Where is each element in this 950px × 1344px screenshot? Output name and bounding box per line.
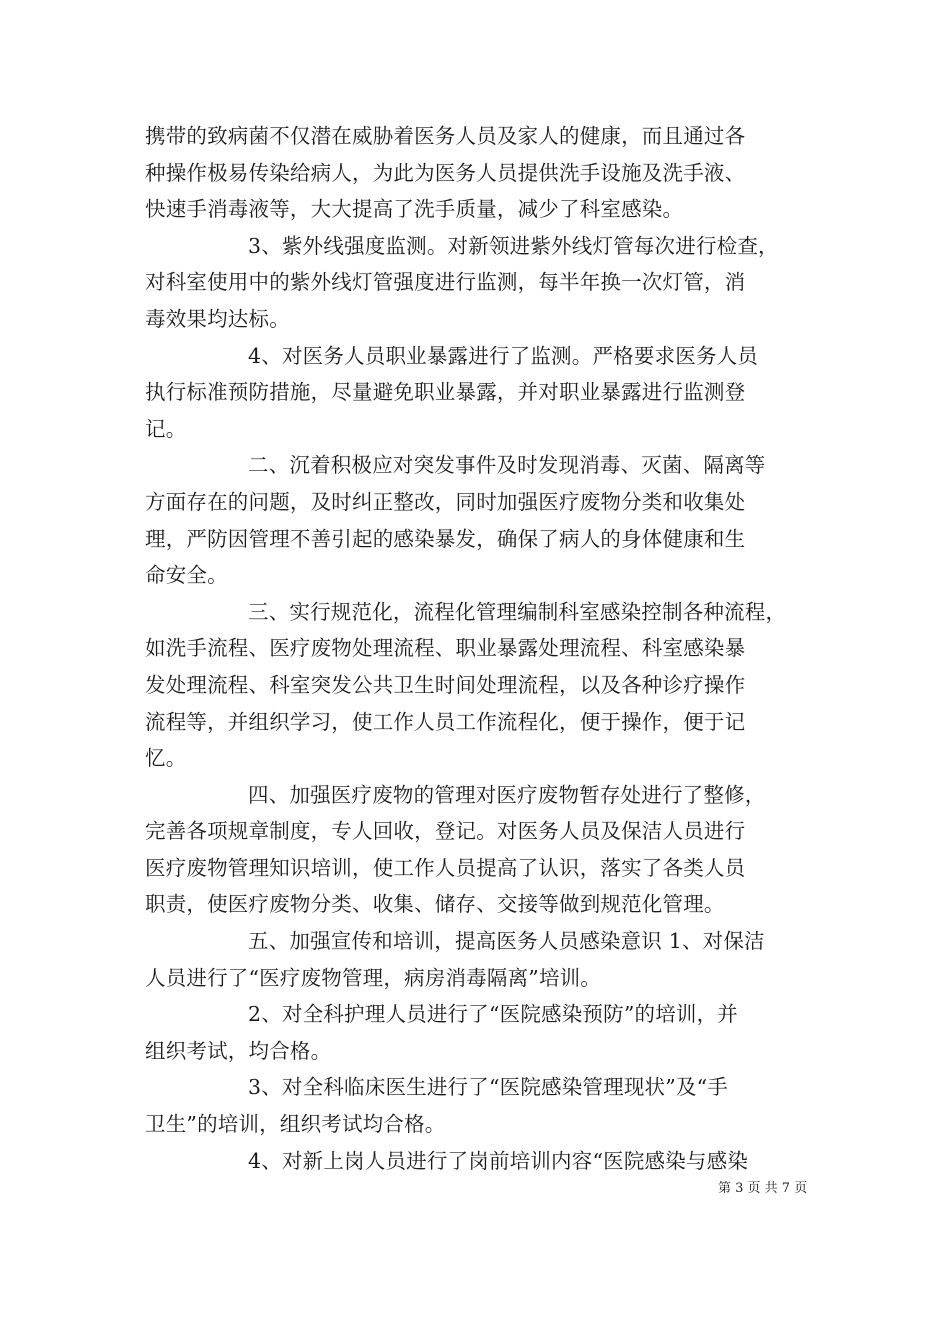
text-line: 理，严防因管理不善引起的感染暴发，确保了病人的身体健康和生 bbox=[145, 526, 746, 551]
paragraph-start-line: 二、沉着积极应对突发事件及时发现消毒、灭菌、隔离等 bbox=[248, 453, 766, 478]
text-line: 记。 bbox=[145, 416, 187, 441]
text-line: 发处理流程、科室突发公共卫生时间处理流程，以及各种诊疗操作 bbox=[145, 672, 746, 697]
text-line: 卫生”的培训，组织考试均合格。 bbox=[145, 1112, 446, 1137]
text-line: 种操作极易传染给病人，为此为医务人员提供洗手设施及洗手液、 bbox=[145, 160, 746, 185]
text-line: 流程等，并组织学习，使工作人员工作流程化，便于操作，便于记 bbox=[145, 709, 746, 734]
text-line: 职责，使医疗废物分类、收集、储存、交接等做到规范化管理。 bbox=[145, 892, 725, 917]
text-line: 方面存在的问题，及时纠正整改，同时加强医疗废物分类和收集处 bbox=[145, 489, 746, 514]
paragraph-start-line: 3、对全科临床医生进行了“医院感染管理现状”及“手 bbox=[248, 1075, 728, 1100]
text-line: 命安全。 bbox=[145, 563, 228, 588]
text-line: 携带的致病菌不仅潜在威胁着医务人员及家人的健康，而且通过各 bbox=[145, 124, 746, 148]
text-line: 毒效果均达标。 bbox=[145, 306, 290, 331]
paragraph-start-line: 五、加强宣传和培训，提高医务人员感染意识 1、对保洁 bbox=[248, 929, 765, 954]
text-line: 医疗废物管理知识培训，使工作人员提高了认识，落实了各类人员 bbox=[145, 855, 746, 880]
page-number-footer: 第 3 页 共 7 页 bbox=[718, 1181, 808, 1196]
paragraph-start-line: 4、对新上岗人员进行了岗前培训内容“医院感染与感染 bbox=[248, 1148, 749, 1173]
body-text bbox=[145, 118, 815, 1179]
paragraph-start-line: 4、对医务人员职业暴露进行了监测。严格要求医务人员 bbox=[248, 343, 759, 368]
text-line: 组织考试，均合格。 bbox=[145, 1038, 332, 1063]
text-line: 人员进行了“医疗废物管理，病房消毒隔离”培训。 bbox=[145, 965, 602, 990]
text-line: 对科室使用中的紫外线灯管强度进行监测，每半年换一次灯管，消 bbox=[145, 270, 746, 295]
paragraph-start-line: 3、紫外线强度监测。对新领进紫外线灯管每次进行检查， bbox=[248, 233, 779, 258]
text-line: 完善各项规章制度，专人回收，登记。对医务人员及保洁人员进行 bbox=[145, 819, 746, 844]
paragraph-start-line: 2、对全科护理人员进行了“医院感染预防”的培训，并 bbox=[248, 1002, 739, 1027]
text-line: 如洗手流程、医疗废物处理流程、职业暴露处理流程、科室感染暴 bbox=[145, 636, 746, 661]
text-line: 忆。 bbox=[145, 746, 187, 771]
text-line: 快速手消毒液等，大大提高了洗手质量，减少了科室感染。 bbox=[145, 197, 684, 222]
text-line: 执行标准预防措施，尽量避免职业暴露，并对职业暴露进行监测登 bbox=[145, 380, 746, 405]
paragraph-start-line: 三、实行规范化，流程化管理编制科室感染控制各种流程， bbox=[248, 599, 787, 624]
paragraph-start-line: 四、加强医疗废物的管理对医疗废物暂存处进行了整修， bbox=[248, 782, 766, 807]
